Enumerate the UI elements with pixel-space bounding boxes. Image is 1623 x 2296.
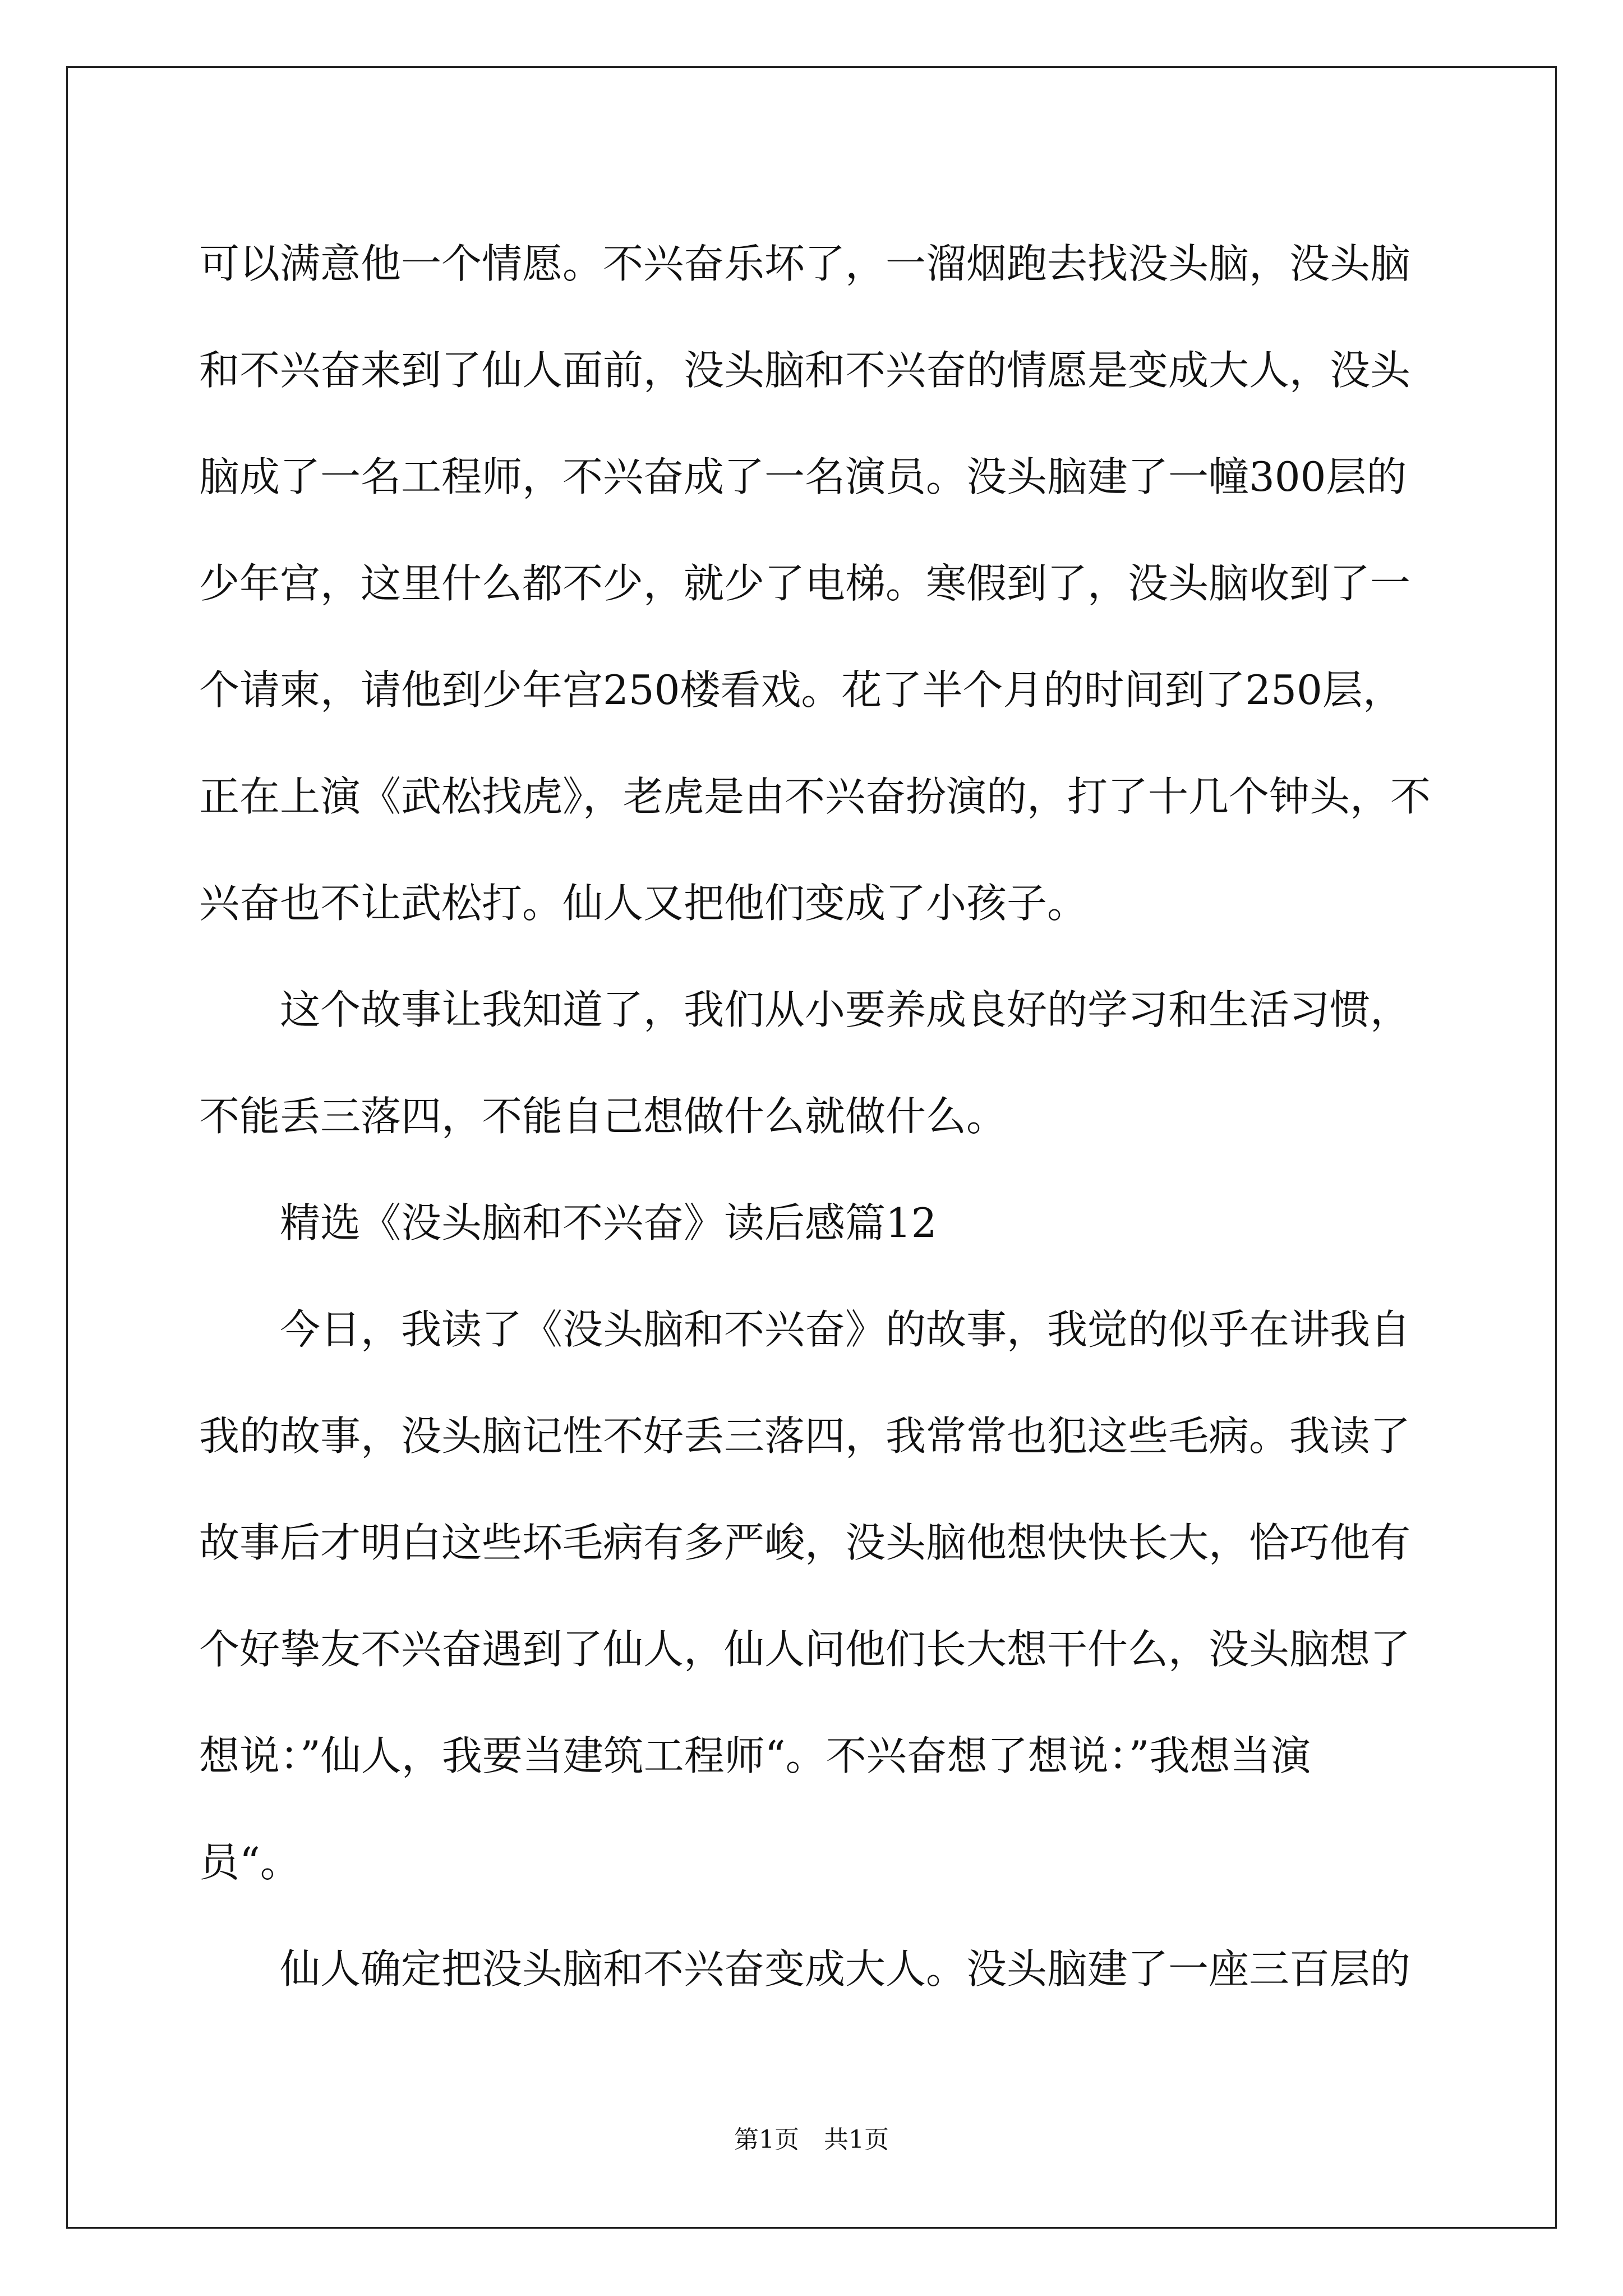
text-line-5: 个请柬，请他到少年宫250楼看戏。花了半个月的时间到了250层， — [199, 666, 1403, 714]
text-line-6: 正在上演《武松找虎》，老虎是由不兴奋扮演的，打了十几个钟头，不 — [199, 773, 1431, 820]
text-line-13: 故事后才明白这些坏毛病有多严峻，没头脑他想快快长大，恰巧他有 — [199, 1519, 1411, 1566]
section-heading: 精选《没头脑和不兴奋》读后感篇12 — [199, 1199, 937, 1246]
text-line-17: 仙人确定把没头脑和不兴奋变成大人。没头脑建了一座三百层的 — [199, 1945, 1411, 1993]
text-line-2: 和不兴奋来到了仙人面前，没头脑和不兴奋的情愿是变成大人，没头 — [199, 347, 1411, 394]
text-line-1: 可以满意他一个情愿。不兴奋乐坏了，一溜烟跑去找没头脑，没头脑 — [199, 240, 1411, 287]
text-line-12: 我的故事，没头脑记性不好丢三落四，我常常也犯这些毛病。我读了 — [199, 1412, 1411, 1460]
text-line-16: 员“。 — [199, 1839, 301, 1886]
text-line-11: 今日，我读了《没头脑和不兴奋》的故事，我觉的似乎在讲我自 — [199, 1306, 1411, 1353]
document-body — [199, 210, 1430, 2022]
text-line-15: 想说：”仙人，我要当建筑工程师“。不兴奋想了想说：”我想当演 — [199, 1732, 1311, 1779]
text-line-9: 不能丢三落四，不能自己想做什么就做什么。 — [199, 1093, 1007, 1140]
text-line-14: 个好挚友不兴奋遇到了仙人，仙人问他们长大想干什么，没头脑想了 — [199, 1626, 1411, 1673]
page-footer: 第1页 共1页 — [734, 2125, 889, 2154]
text-line-8: 这个故事让我知道了，我们从小要养成良好的学习和生活习惯， — [199, 986, 1411, 1033]
text-line-4: 少年宫，这里什么都不少，就少了电梯。寒假到了，没头脑收到了一 — [199, 560, 1411, 607]
text-line-3: 脑成了一名工程师，不兴奋成了一名演员。没头脑建了一幢300层的 — [199, 453, 1407, 500]
text-line-7: 兴奋也不让武松打。仙人又把他们变成了小孩子。 — [199, 880, 1088, 927]
